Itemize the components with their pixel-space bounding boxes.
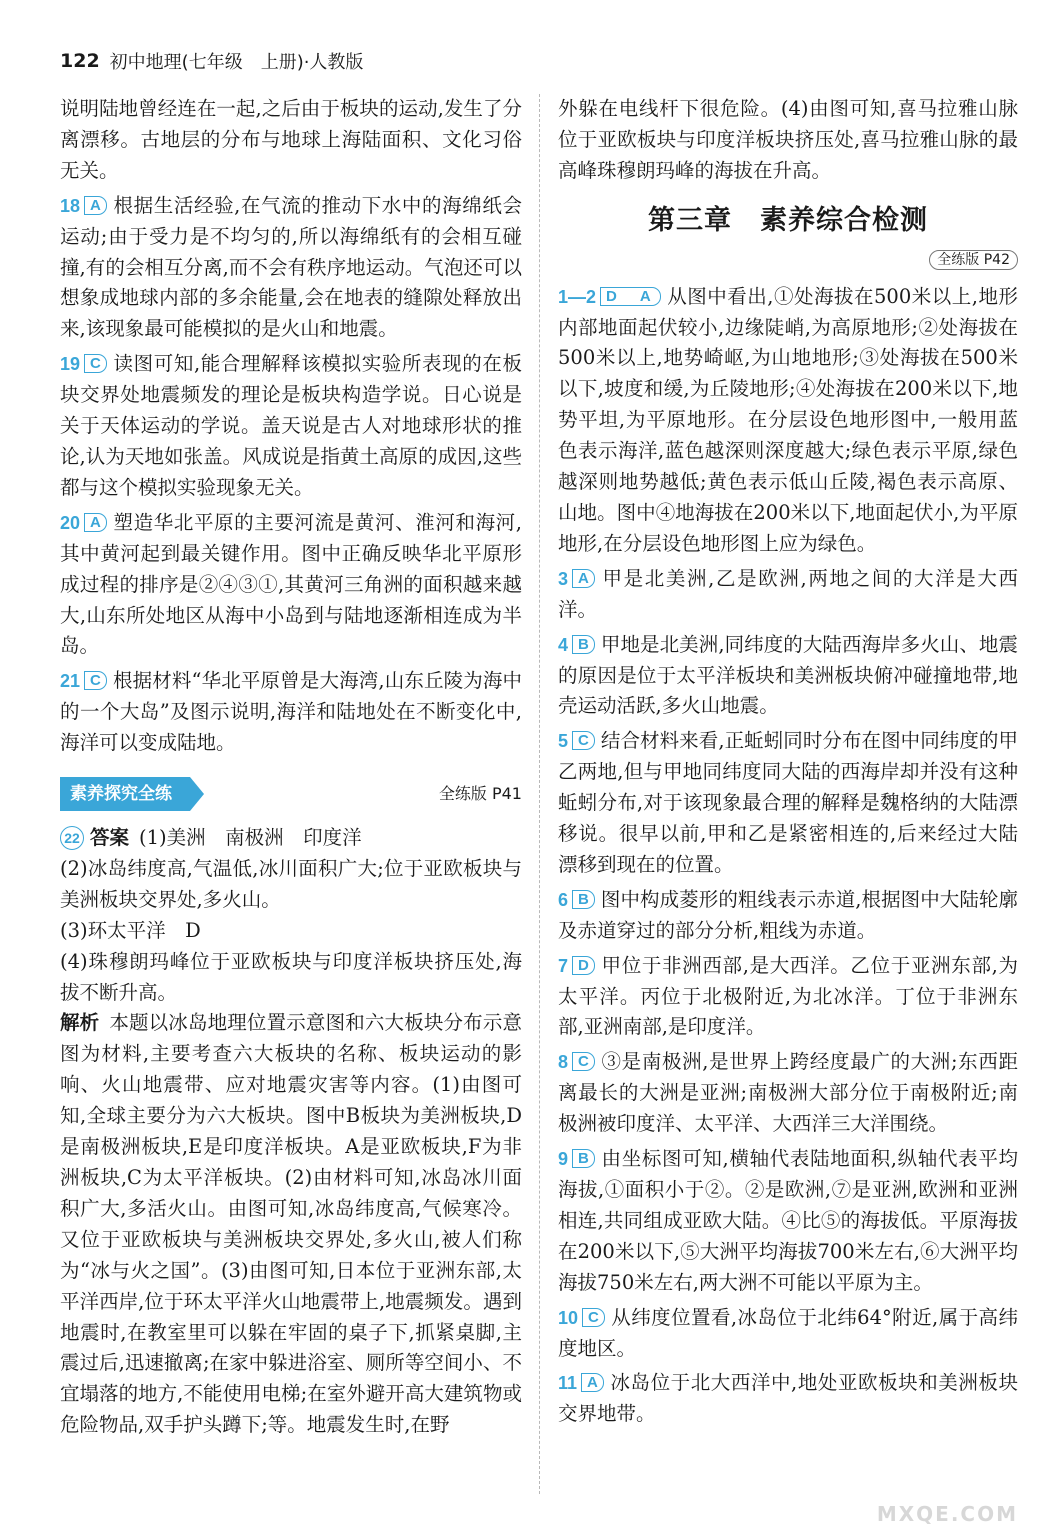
question-number: 9	[558, 1149, 569, 1170]
explanation-text: 根据材料“华北平原曾是大海湾,山东丘陵为海中的一个大岛”及图示说明,海洋和陆地处在不断变化中,海洋可以变成陆地。	[60, 669, 522, 755]
question-number: 11	[558, 1373, 578, 1394]
question-1-2	[558, 282, 1018, 560]
answer-badge: A	[84, 196, 107, 215]
answer-badge: C	[84, 671, 107, 690]
answer-badge: B	[572, 635, 595, 654]
answer-part-4: (4)珠穆朗玛峰位于亚欧板块与印度洋板块挤压处,海拔不断升高。	[60, 949, 522, 1004]
page-number: 122	[60, 50, 100, 72]
question-5	[558, 726, 1018, 881]
question-number: 20	[60, 512, 81, 533]
answer-badge: A	[572, 569, 595, 588]
explanation-text: 冰岛位于北大西洋中,地处亚欧板块和美洲板块交界地带。	[558, 1371, 1018, 1426]
question-18	[60, 191, 522, 346]
section-ref: 全练版 P41	[438, 783, 522, 803]
question-11	[558, 1368, 1018, 1430]
intro-paragraph: 说明陆地曾经连在一起,之后由于板块的运动,发生了分离漂移。古地层的分布与地球上海陆面积、文化习俗无关。	[60, 97, 522, 182]
question-number: 7	[558, 955, 569, 976]
answer-part-1: (1)美洲 南极洲 印度洋	[139, 826, 362, 850]
question-7	[558, 951, 1018, 1044]
answer-badge: C	[572, 731, 595, 750]
answer-part-3: (3)环太平洋 D	[60, 918, 201, 942]
explanation-text: ③是南极洲,是世界上跨经度最广的大洲;东西距离最长的大洲是亚洲;南极洲大部分位于南极附近;南极洲被印度洋、太平洋、大西洋三大洋围绕。	[558, 1050, 1018, 1136]
answer-badge: A	[581, 1373, 604, 1392]
watermark: MXQE.COM	[876, 1502, 1018, 1526]
continued-paragraph: 外躲在电线杆下很危险。(4)由图可知,喜马拉雅山脉位于亚欧板块与印度洋板块挤压处,喜马拉雅山脉的最高峰珠穆朗玛峰的海拔在升高。	[558, 97, 1018, 182]
question-22-analysis	[60, 1008, 522, 1441]
explanation-text: 甲位于非洲西部,是大西洋。乙位于亚洲东部,为太平洋。丙位于北极附近,为北冰洋。丁位于非洲东部,亚洲南部,是印度洋。	[558, 953, 1018, 1039]
answer-part-2: (2)冰岛纬度高,气温低,冰川面积广大;位于亚欧板块与美洲板块交界处,多火山。	[60, 856, 522, 911]
explanation-text: 甲地是北美洲,同纬度的大陆西海岸多火山、地震的原因是位于太平洋板块和美洲板块俯冲碰撞地带,地壳运动活跃,多火山地震。	[558, 632, 1018, 718]
question-10	[558, 1303, 1018, 1365]
answer-label: 答案	[90, 826, 130, 850]
explanation-text: 从纬度位置看,冰岛位于北纬64°附近,属于高纬度地区。	[558, 1305, 1018, 1360]
question-number: 5	[558, 731, 569, 752]
explanation-text: 图中构成菱形的粗线表示赤道,根据图中大陆轮廓及赤道穿过的部分分析,粗线为赤道。	[558, 887, 1018, 942]
question-number-badge: 22	[60, 826, 84, 850]
answer-badge: D A	[600, 287, 661, 306]
book-title: 初中地理(七年级 上册)·人教版	[109, 52, 364, 73]
section-banner: 素养探究全练	[60, 777, 190, 811]
question-20	[60, 508, 522, 663]
question-number: 21	[60, 671, 81, 692]
explanation-text: 从图中看出,①处海拔在500米以上,地形内部地面起伏较小,边缘陡峭,为高原地形;②处海拔在500米以上,地势崎岖,为山地地形;③处海拔在500米以下,坡度和缓,为丘陵地形;④处海拔在200米以下,地势平坦,为平原地形。在分层设色地形图中,一般用蓝色表示海洋,蓝色越深则深度越大;绿色表示平原,绿色越深则地势越低;黄色表示低山丘陵,褐色表示高原、山地。图中④地海拔在200米以下,地面起伏小,为平原地形,在分层设色地形图上应为绿色。	[558, 284, 1018, 555]
chapter-ref-row	[558, 243, 1018, 274]
answer-badge: A	[84, 513, 107, 532]
question-number: 1—2	[558, 286, 597, 307]
question-number: 19	[60, 354, 81, 375]
page-header	[60, 46, 363, 76]
question-9	[558, 1144, 1018, 1299]
explanation-text: 甲是北美洲,乙是欧洲,两地之间的大洋是大西洋。	[558, 566, 1018, 621]
explanation-text: 塑造华北平原的主要河流是黄河、淮河和海河,其中黄河起到最关键作用。图中正确反映华北平原形成过程的排序是②④③①,其黄河三角洲的面积越来越大,山东所处地区从海中小岛到与陆地逐渐相连成为半岛。	[60, 510, 522, 658]
explanation-text: 结合材料来看,正蚯蚓同时分布在图中同纬度的甲乙两地,但与甲地同纬度同大陆的西海岸却并没有这种蚯蚓分布,对于该现象最合理的解释是魏格纳的大陆漂移说。很早以前,甲和乙是紧密相连的,后来经过大陆漂移到现在的位置。	[558, 729, 1018, 876]
explanation-text: 读图可知,能合理解释该模拟实验所表现的在板块交界处地震频发的理论是板块构造学说。日心说是关于天体运动的学说。盖天说是古人对地球形状的推论,认为天地如张盖。风成说是指黄土高原的成因,这些都与这个模拟实验现象无关。	[60, 352, 522, 499]
analysis-text: 本题以冰岛地理位置示意图和六大板块分布示意图为材料,主要考查六大板块的名称、板块运动的影响、火山地震带、应对地震灾害等内容。(1)由图可知,全球主要分为六大板块。图中B板块为美洲板块,D是南极洲板块,E是印度洋板块。A是亚欧板块,F为非洲板块,C为太平洋板块。(2)由材料可知,冰岛冰川面积广大,多活火山。由图可知,冰岛纬度高,气候寒冷。又位于亚欧板块与美洲板块交界处,多火山,被人们称为“冰与火之国”。(3)由图可知,日本位于亚洲东部,太平洋西岸,位于环太平洋火山地震带上,地震频发。遇到地震时,在教室里可以躲在牢固的桌子下,抓紧桌脚,主震过后,迅速撤离;在家中躲进浴室、厕所等空间小、不宜塌落的地方,不能使用电梯;在室外避开高大建筑物或危险物品,双手护头蹲下;等。地震发生时,在野	[60, 1011, 522, 1437]
question-22-answer	[60, 823, 522, 854]
answer-badge: D	[572, 956, 595, 975]
question-21	[60, 666, 522, 759]
question-3	[558, 564, 1018, 626]
question-8	[558, 1047, 1018, 1140]
question-number: 4	[558, 634, 569, 655]
answer-badge: C	[582, 1308, 605, 1327]
answer-badge: C	[84, 354, 107, 373]
question-number: 8	[558, 1052, 569, 1073]
question-4	[558, 630, 1018, 723]
question-6	[558, 885, 1018, 947]
analysis-label: 解析	[60, 1011, 100, 1035]
explanation-text: 由坐标图可知,横轴代表陆地面积,纵轴代表平均海拔,①面积小于②。②是欧洲,⑦是亚洲,欧洲和亚洲相连,共同组成亚欧大陆。④比⑤的海拔低。平原海拔在200米以下,⑤大洲平均海拔700米左右,⑥大洲平均海拔750米左右,两大洲不可能以平原为主。	[558, 1147, 1018, 1294]
question-19	[60, 349, 522, 504]
answer-badge: B	[572, 890, 595, 909]
answer-badge: B	[572, 1149, 595, 1168]
question-number: 6	[558, 889, 569, 910]
answer-badge: C	[572, 1052, 595, 1071]
column-divider	[539, 94, 540, 1494]
chapter-title: 第三章 素养综合检测	[648, 204, 928, 236]
question-number: 18	[60, 195, 81, 216]
chapter-ref-badge: 全练版 P42	[929, 250, 1018, 270]
right-column	[558, 94, 1018, 1434]
section-header	[60, 777, 522, 811]
question-number: 10	[558, 1307, 579, 1328]
explanation-text: 根据生活经验,在气流的推动下水中的海绵纸会运动;由于受力是不均匀的,所以海绵纸有的会相互碰撞,有的会相互分离,而不会有秩序地运动。气泡还可以想象成地球内部的多余能量,会在地表的缝隙处释放出来,该现象最可能模拟的是火山和地震。	[60, 193, 522, 341]
left-column	[60, 94, 522, 1441]
question-number: 3	[558, 568, 569, 589]
